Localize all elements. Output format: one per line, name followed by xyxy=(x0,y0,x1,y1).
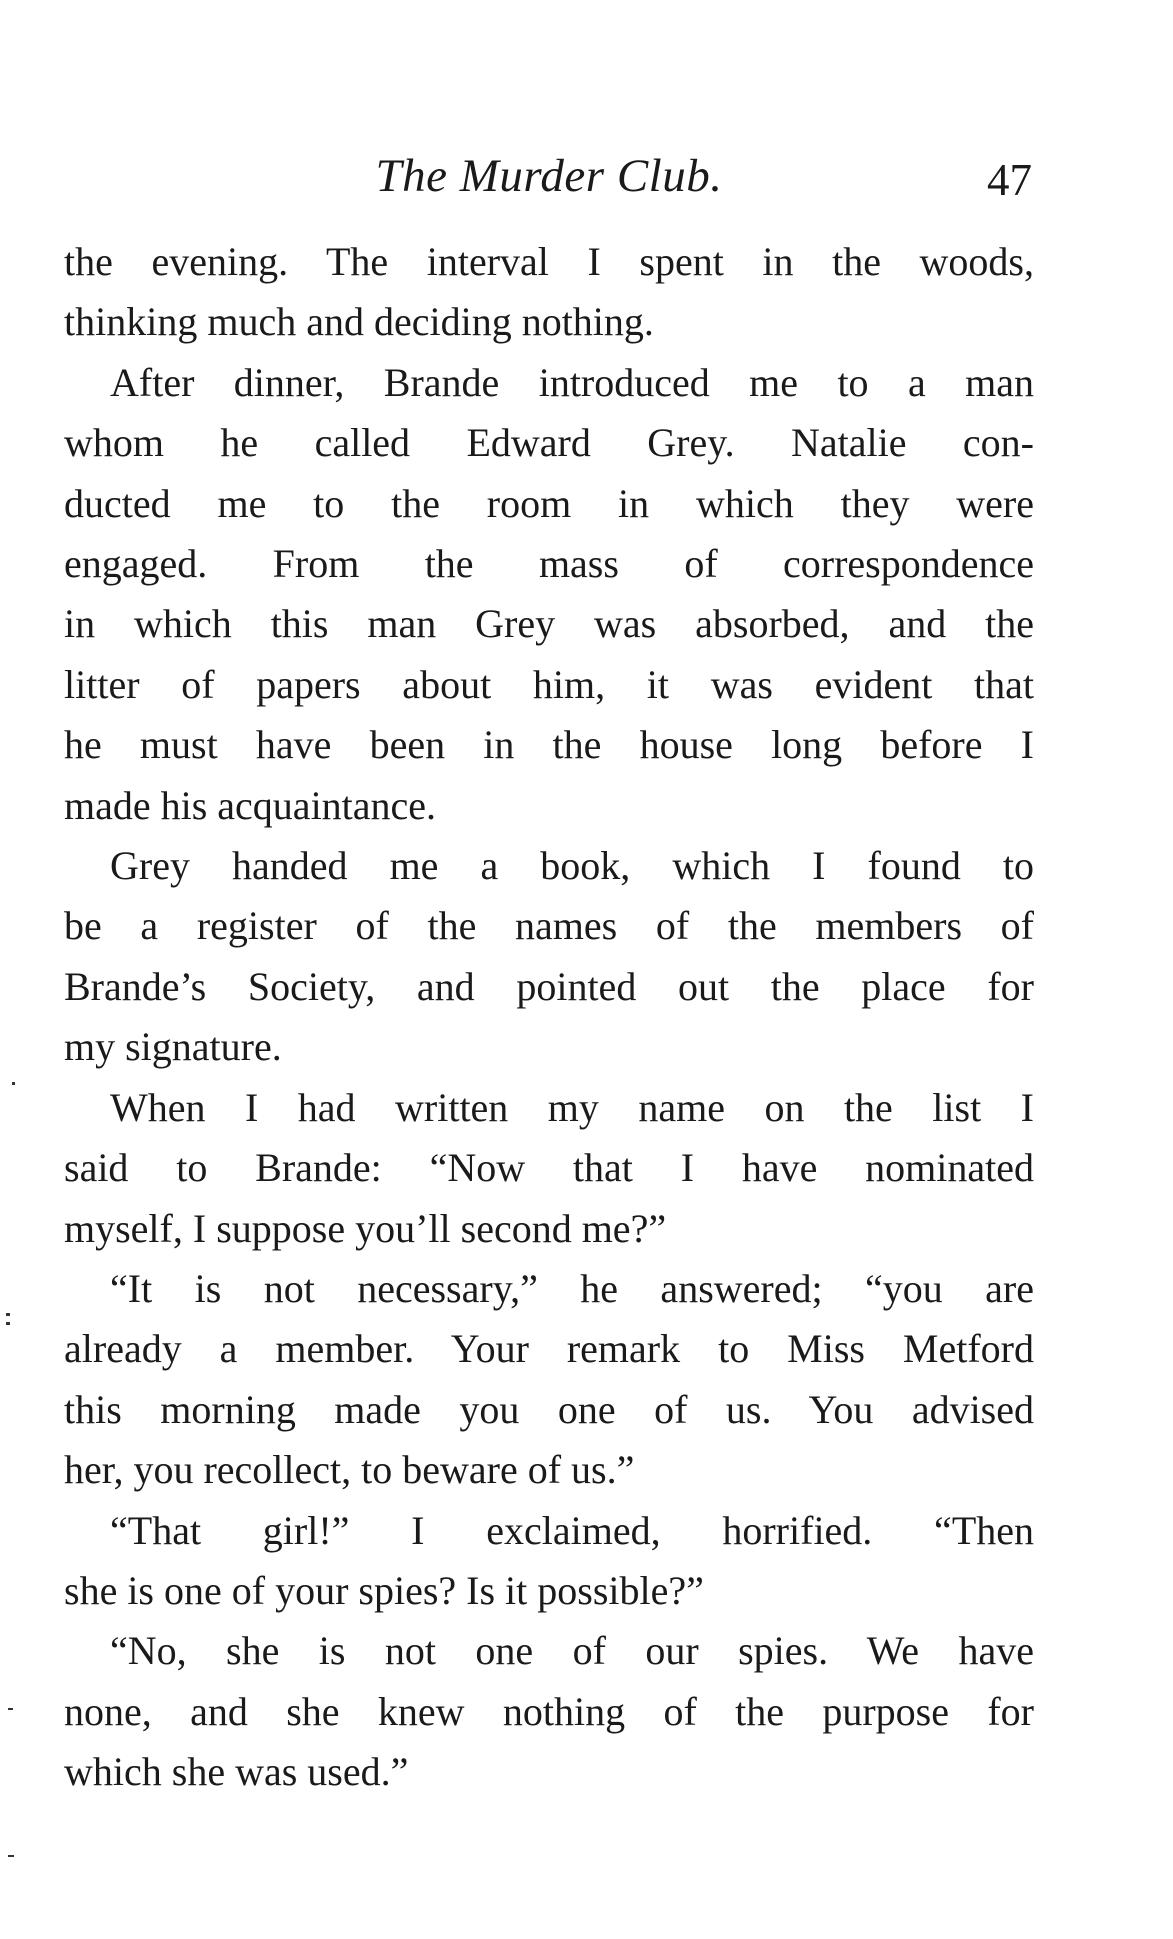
text-line: in which this man Grey was absorbed, and the xyxy=(64,601,1034,647)
paragraph xyxy=(64,836,1034,1078)
text-line: whom he called Edward Grey. Natalie con- xyxy=(64,420,1034,466)
text-line: she is one of your spies? Is it possible?” xyxy=(64,1567,704,1613)
scan-mark xyxy=(8,1855,14,1857)
text-line: be a register of the names of the members of xyxy=(64,903,1034,949)
text-line: said to Brande: “Now that I have nominated xyxy=(64,1145,1034,1191)
text-line: Grey handed me a book, which I found to xyxy=(110,843,1034,889)
page-number: 47 xyxy=(987,155,1032,205)
running-title: The Murder Club. xyxy=(375,150,723,202)
text-line: After dinner, Brande introduced me to a man xyxy=(110,359,1034,405)
paragraph xyxy=(64,1501,1034,1622)
text-line: “It is not necessary,” he answered; “you are xyxy=(110,1265,1034,1311)
text-line: myself, I suppose you’ll second me?” xyxy=(64,1205,667,1251)
text-line: “No, she is not one of our spies. We have xyxy=(110,1628,1034,1674)
paragraph xyxy=(64,1078,1034,1259)
paragraph xyxy=(64,353,1034,836)
text-line: thinking much and deciding nothing. xyxy=(64,299,654,345)
paragraph xyxy=(64,1621,1034,1802)
text-line: When I had written my name on the list I xyxy=(110,1084,1034,1130)
text-line: “That girl!” I exclaimed, horrified. “Then xyxy=(110,1507,1034,1553)
text-line: the evening. The interval I spent in the woods, xyxy=(64,239,1034,284)
body-text xyxy=(64,232,1034,1803)
text-line: which she was used.” xyxy=(64,1749,409,1795)
paragraph xyxy=(64,232,1034,353)
text-line: he must have been in the house long before I xyxy=(64,722,1034,768)
text-line: already a member. Your remark to Miss Metford xyxy=(64,1326,1034,1372)
scan-mark xyxy=(8,1708,13,1710)
text-line: engaged. From the mass of correspondence xyxy=(64,541,1034,587)
scan-mark xyxy=(12,1082,15,1085)
text-line: litter of papers about him, it was evident that xyxy=(64,661,1034,707)
running-head xyxy=(64,146,1034,206)
text-line: my signature. xyxy=(64,1024,282,1070)
scan-mark xyxy=(6,1322,10,1325)
text-line: her, you recollect, to beware of us.” xyxy=(64,1447,635,1493)
paragraph xyxy=(64,1259,1034,1501)
text-line: ducted me to the room in which they were xyxy=(64,480,1034,526)
scan-mark xyxy=(6,1313,10,1316)
text-line: Brande’s Society, and pointed out the place for xyxy=(64,963,1034,1009)
text-line: this morning made you one of us. You advised xyxy=(64,1386,1034,1432)
text-line: none, and she knew nothing of the purpose for xyxy=(64,1688,1034,1734)
text-line: made his acquaintance. xyxy=(64,782,437,828)
